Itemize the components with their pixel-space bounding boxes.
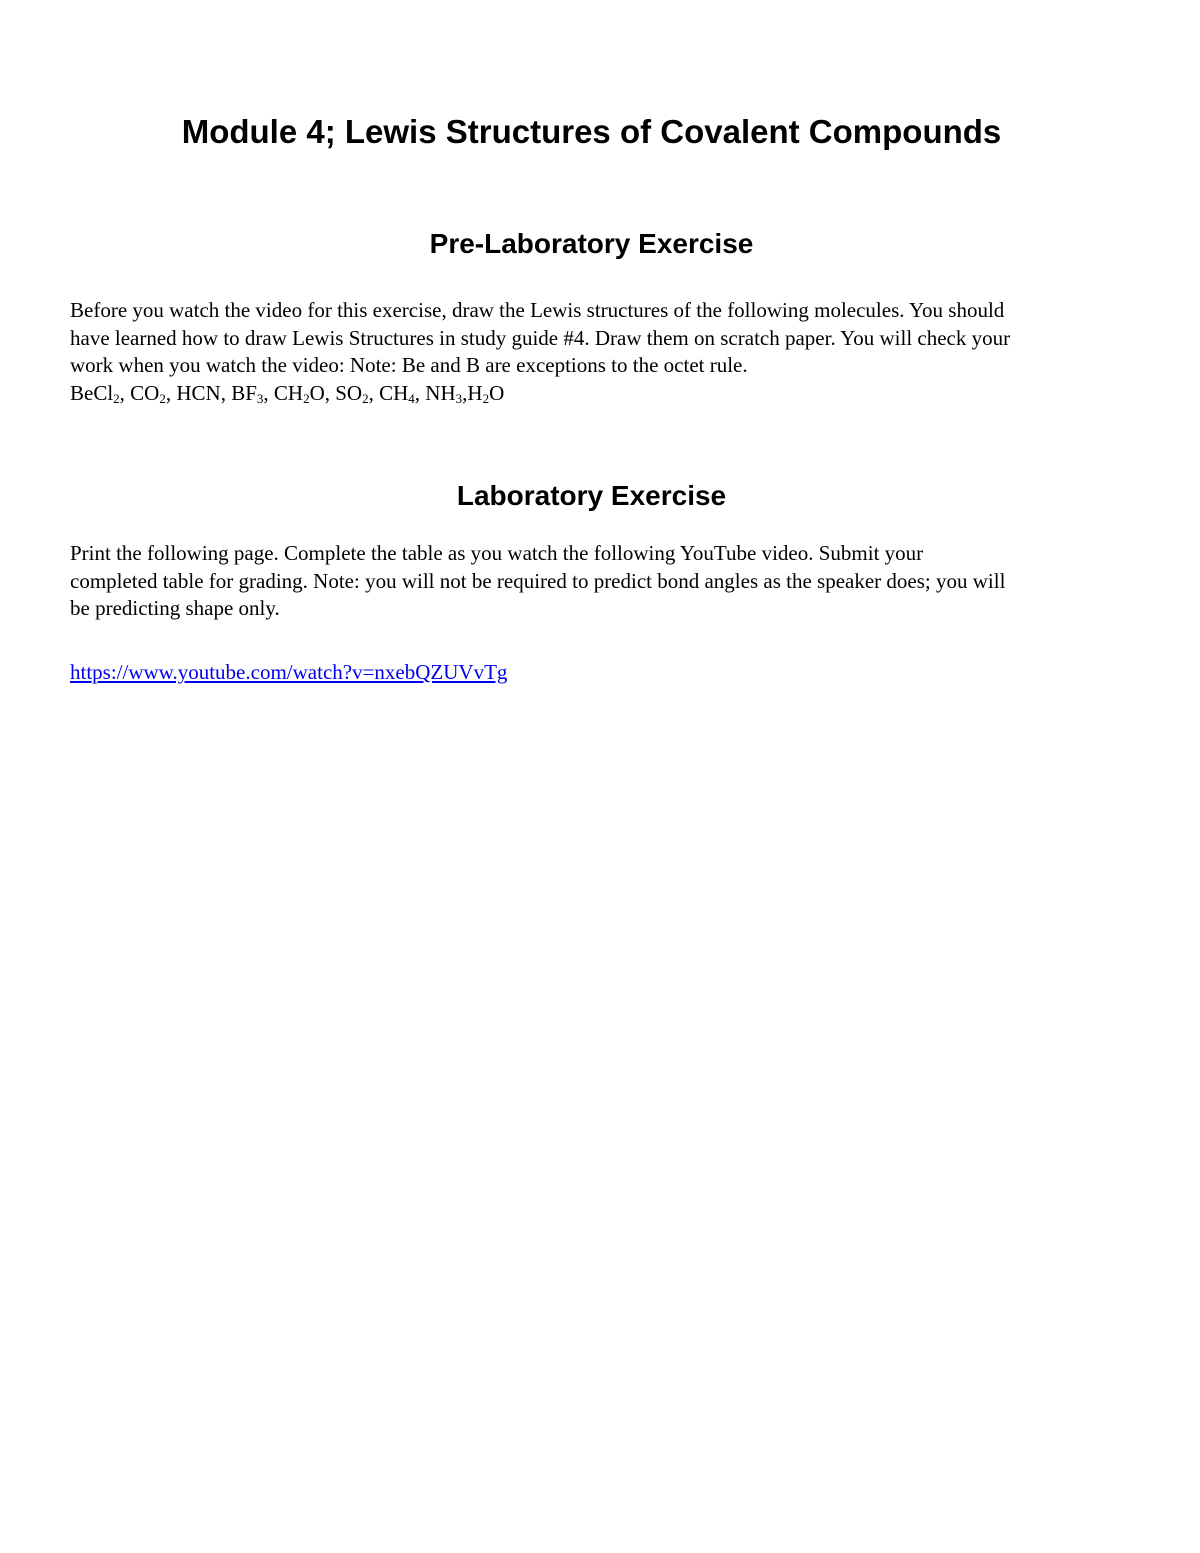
lab-line-3: be predicting shape only. — [70, 596, 280, 620]
molecule-ch2o: $CH_2O$ — [273, 380, 325, 406]
molecule-co2: $CO_2$ — [130, 380, 166, 406]
molecule-nh3: $NH_3$ — [425, 380, 463, 406]
molecule-becl2: BeCl$_2$ — [70, 380, 120, 406]
lab-line-1: Print the following page. Complete the table as you watch the following YouTube video. Submit your — [70, 541, 924, 565]
pre-lab-line-3: work when you watch the video: Note: Be and B are exceptions to the octet rule. — [70, 353, 748, 377]
lab-line-2: completed table for grading. Note: you will not be required to predict bond angles as the speaker does; you will — [70, 568, 1006, 593]
page-title: Module 4; Lewis Structures of Covalent Compounds — [181, 113, 1002, 150]
molecule-hcn: HCN — [176, 380, 221, 405]
molecule-list: BeCl$_2$, $CO_2$, HCN, $BF_3$, $CH_2O$, $SO_2$, $CH_4$, $NH_3,H_2O$ — [70, 380, 505, 406]
lab-paragraph — [70, 540, 1140, 623]
pre-lab-line-2: have learned how to draw Lewis Structures in study guide #4. Draw them on scratch paper. You will check your — [70, 325, 1011, 350]
pre-lab-line-1: Before you watch the video for this exercise, draw the Lewis structures of the following molecules. You should — [70, 298, 1005, 322]
video-link-line — [70, 659, 1140, 687]
pre-lab-paragraph — [70, 297, 1140, 407]
molecule-h2o: $H_2O$ — [467, 380, 505, 406]
lab-heading: Laboratory Exercise — [456, 480, 727, 511]
molecule-so2: $SO_2$ — [335, 380, 369, 406]
molecule-bf3: $BF_3$ — [231, 380, 264, 406]
molecule-ch4: $CH_4$ — [379, 380, 415, 406]
pre-lab-heading: Pre-Laboratory Exercise — [429, 228, 754, 259]
youtube-video-link[interactable]: https://www.youtube.com/watch?v=nxebQZUVvTg — [70, 660, 508, 684]
